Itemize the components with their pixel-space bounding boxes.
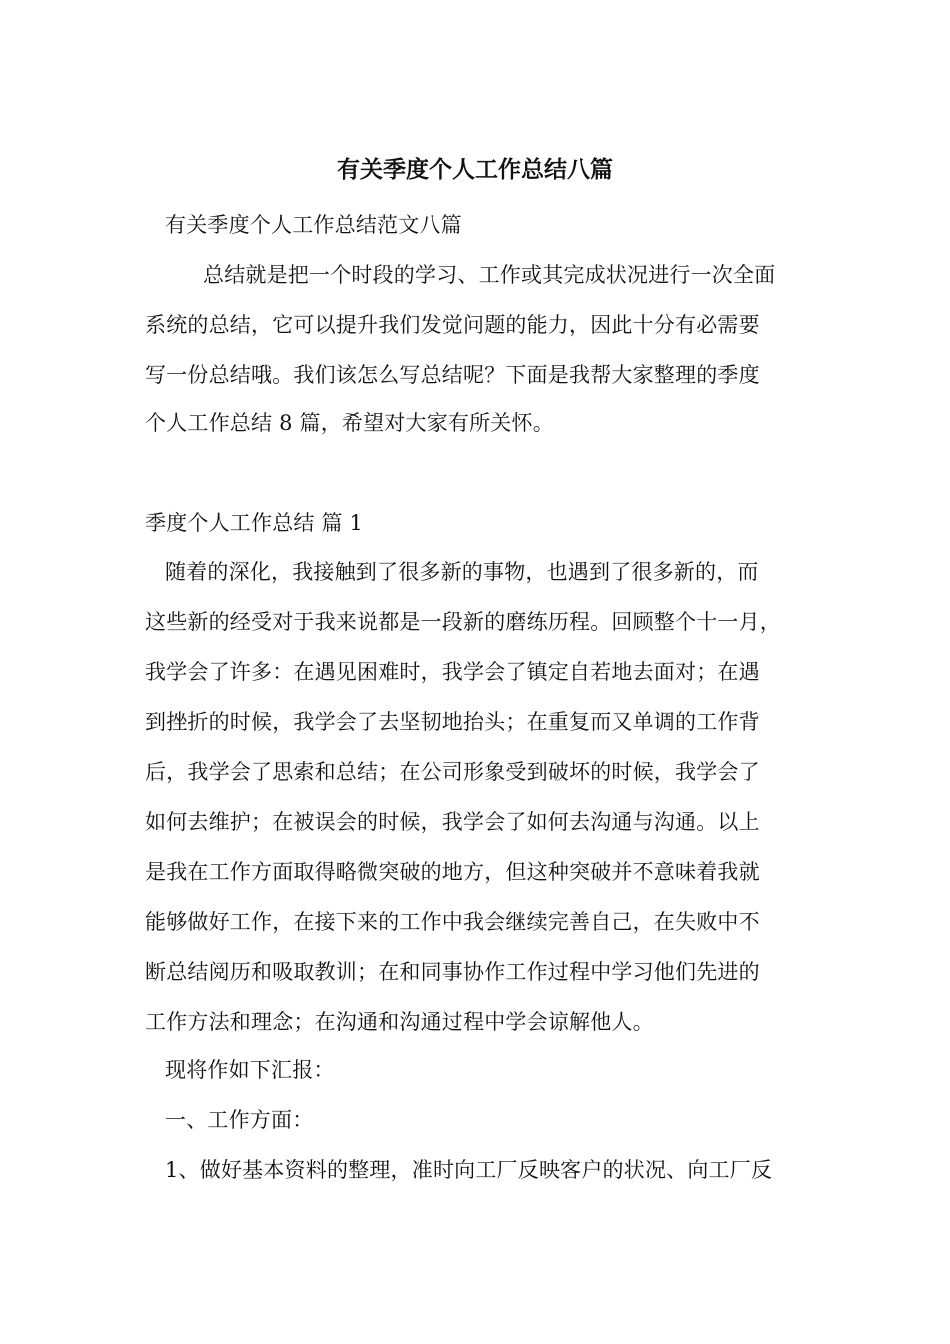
body-line: 我学会了许多：在遇见困难时，我学会了镇定自若地去面对；在遇 bbox=[145, 660, 760, 684]
body-line: 随着的深化，我接触到了很多新的事物，也遇到了很多新的，而 bbox=[165, 560, 759, 584]
body-line: 工作方法和理念；在沟通和沟通过程中学会谅解他人。 bbox=[145, 1010, 654, 1034]
report-line: 现将作如下汇报： bbox=[165, 1058, 335, 1082]
body-line: 是我在工作方面取得略微突破的地方，但这种突破并不意味着我就 bbox=[145, 860, 760, 884]
document-title: 有关季度个人工作总结八篇 bbox=[337, 157, 613, 183]
item-heading: 一、工作方面： bbox=[165, 1108, 314, 1132]
document-subtitle: 有关季度个人工作总结范文八篇 bbox=[165, 213, 462, 237]
body-line: 断总结阅历和吸取教训；在和同事协作工作过程中学习他们先进的 bbox=[145, 960, 760, 984]
body-line: 到挫折的时候，我学会了去坚韧地抬头；在重复而又单调的工作背 bbox=[145, 710, 760, 734]
intro-line: 写一份总结哦。我们该怎么写总结呢？下面是我帮大家整理的季度 bbox=[145, 363, 760, 387]
body-line: 如何去维护；在被误会的时候，我学会了如何去沟通与沟通。以上 bbox=[145, 810, 760, 834]
body-line: 能够做好工作，在接下来的工作中我会继续完善自己，在失败中不 bbox=[145, 910, 760, 934]
body-line: 后，我学会了思索和总结；在公司形象受到破坏的时候，我学会了 bbox=[145, 760, 760, 784]
intro-line: 个人工作总结 8 篇，希望对大家有所关怀。 bbox=[145, 411, 554, 435]
body-line: 这些新的经受对于我来说都是一段新的磨练历程。回顾整个十一月， bbox=[145, 610, 781, 634]
item-line: 1、做好基本资料的整理，准时向工厂反映客户的状况、向工厂反 bbox=[165, 1158, 773, 1182]
intro-line: 系统的总结，它可以提升我们发觉问题的能力，因此十分有必需要 bbox=[145, 313, 760, 337]
intro-line: 总结就是把一个时段的学习、工作或其完成状况进行一次全面 bbox=[203, 263, 776, 287]
section-heading: 季度个人工作总结 篇 1 bbox=[145, 511, 364, 535]
